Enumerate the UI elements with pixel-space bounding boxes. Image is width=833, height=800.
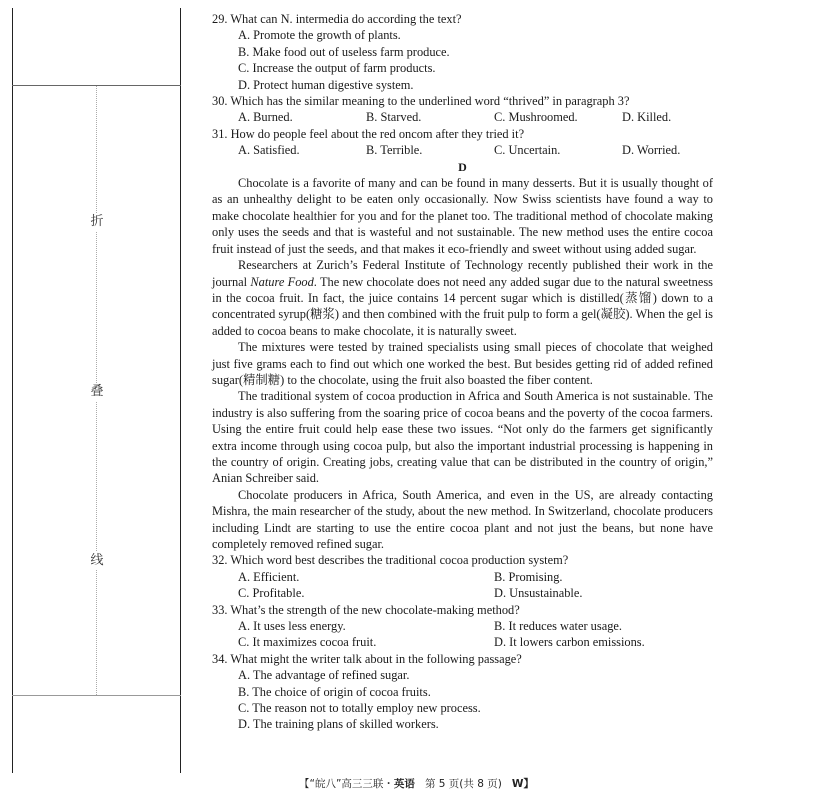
options-row bbox=[212, 618, 713, 634]
options-row bbox=[212, 585, 713, 601]
option-a: A. Efficient. bbox=[238, 569, 300, 584]
question-32 bbox=[212, 552, 713, 601]
page-number: 第 5 页(共 8 页) bbox=[424, 778, 502, 790]
passage-paragraph-2 bbox=[212, 257, 713, 339]
option-d: D. Killed. bbox=[622, 110, 672, 125]
journal-title: Nature Food bbox=[250, 274, 314, 289]
question-stem: 33. What’s the strength of the new chocolate-making method? bbox=[212, 602, 520, 617]
option-b: B. Make food out of useless farm produce. bbox=[238, 44, 450, 59]
option-b: B. Starved. bbox=[366, 110, 422, 125]
option-c: C. Mushroomed. bbox=[494, 110, 578, 125]
option-a: A. Satisfied. bbox=[238, 143, 300, 158]
option-b: B. The choice of origin of cocoa fruits. bbox=[238, 684, 431, 699]
passage-paragraph-4: The traditional system of cocoa production in Africa and South America is not sustainable. The industry is also suffering from the soaring price of cocoa beans and the poverty of the cocoa farmers. Using the entire fruit could help ease these two issues. “Not only do the farmers get significantly extra income through using cocoa pulp, but also the important industrial processing is happening in the country of origin. Creating jobs, creating value that can be distributed in the country of origin,” Anian Schreiber said. bbox=[212, 389, 713, 486]
options-row bbox=[212, 109, 713, 125]
question-34 bbox=[212, 651, 713, 733]
option-b: B. It reduces water usage. bbox=[494, 619, 622, 634]
version-code: W】 bbox=[511, 778, 534, 790]
option-d: D. It lowers carbon emissions. bbox=[494, 635, 645, 650]
fold-label-die: 叠 bbox=[88, 383, 106, 401]
option-a: A. Promote the growth of plants. bbox=[238, 28, 401, 43]
option-c: C. Uncertain. bbox=[494, 143, 561, 158]
passage-paragraph-5: Chocolate producers in Africa, South America, and even in the US, are already contacting Mishra, the main researcher of the study, about the new method. In Switzerland, chocolate producers including Lindt are starting to use the entire cocoa plant and not just the beans, but none have completely removed refined sugar. bbox=[212, 487, 713, 551]
passage-paragraph-1: Chocolate is a favorite of many and can be found in many desserts. But it is usually thought of as an unhealthy delight to be eaten only occasionally. Now Swiss scientists have found a way to make chocolate healthier for you and for the planet too. The traditional method of chocolate making only uses the seeds and that is wasteful and not sustainable. The new method uses the entire cocoa fruit instead of just the seeds, and that makes it eco-friendly and sweet without using added sugar. bbox=[212, 176, 713, 256]
options-row bbox=[212, 142, 713, 158]
question-31 bbox=[212, 126, 713, 159]
passage-paragraph-3: The mixtures were tested by trained specialists using small pieces of chocolate that weighed just five grams each to find out which one worked the best. But besides getting rid of added refined sugar(精制糖) to the chocolate, using the fruit also boasted the fiber content. bbox=[212, 340, 713, 387]
option-a: A. The advantage of refined sugar. bbox=[238, 668, 410, 683]
option-b: B. Terrible. bbox=[366, 143, 423, 158]
option-d: D. Unsustainable. bbox=[494, 586, 583, 601]
option-a: A. It uses less energy. bbox=[238, 619, 346, 634]
option-d: D. Protect human digestive system. bbox=[238, 77, 414, 92]
option-c: C. The reason not to totally employ new process. bbox=[238, 701, 481, 716]
question-stem: 34. What might the writer talk about in the following passage? bbox=[212, 651, 522, 666]
question-33 bbox=[212, 602, 713, 651]
option-c: C. Profitable. bbox=[238, 586, 305, 601]
option-b: B. Promising. bbox=[494, 569, 563, 584]
question-stem: 31. How do people feel about the red oncom after they tried it? bbox=[212, 126, 525, 141]
page-footer bbox=[0, 776, 833, 791]
option-c: C. Increase the output of farm products. bbox=[238, 61, 436, 76]
exam-content bbox=[212, 11, 713, 733]
question-stem: 29. What can N. intermedia do according the text? bbox=[212, 12, 462, 26]
fold-label-zhe: 折 bbox=[88, 213, 106, 231]
exam-name: 【“皖八”高三三联・ bbox=[299, 778, 394, 790]
paragraph-text: Researchers at Zurich’s Federal Institute of Technology recently published their work in the journal bbox=[212, 258, 713, 289]
options-row bbox=[212, 569, 713, 585]
question-30 bbox=[212, 93, 713, 126]
question-29 bbox=[212, 11, 713, 93]
question-stem: 32. Which word best describes the traditional cocoa production system? bbox=[212, 553, 569, 568]
section-heading: D bbox=[458, 159, 467, 174]
subject-name: 英语 bbox=[393, 778, 415, 790]
option-c: C. It maximizes cocoa fruit. bbox=[238, 635, 377, 650]
options-row bbox=[212, 634, 713, 650]
option-a: A. Burned. bbox=[238, 110, 293, 125]
option-d: D. The training plans of skilled workers. bbox=[238, 717, 439, 732]
option-d: D. Worried. bbox=[622, 143, 681, 158]
paragraph-text: . The new chocolate does not need any added sugar due to the natural sweetness in the cocoa fruit. In fact, the juice contains 14 percent sugar which is distilled(蒸馏) down to a concentrated syrup(糖浆) and then combined with the fruit pulp to form a gel(凝胶). When the gel is added to cocoa beans to make chocolate, it is naturally sweet. bbox=[212, 274, 713, 338]
margin-bottom-divider bbox=[12, 695, 181, 696]
question-stem: 30. Which has the similar meaning to the underlined word “thrived” in paragraph 3? bbox=[212, 94, 630, 109]
fold-label-xian: 线 bbox=[88, 552, 106, 570]
